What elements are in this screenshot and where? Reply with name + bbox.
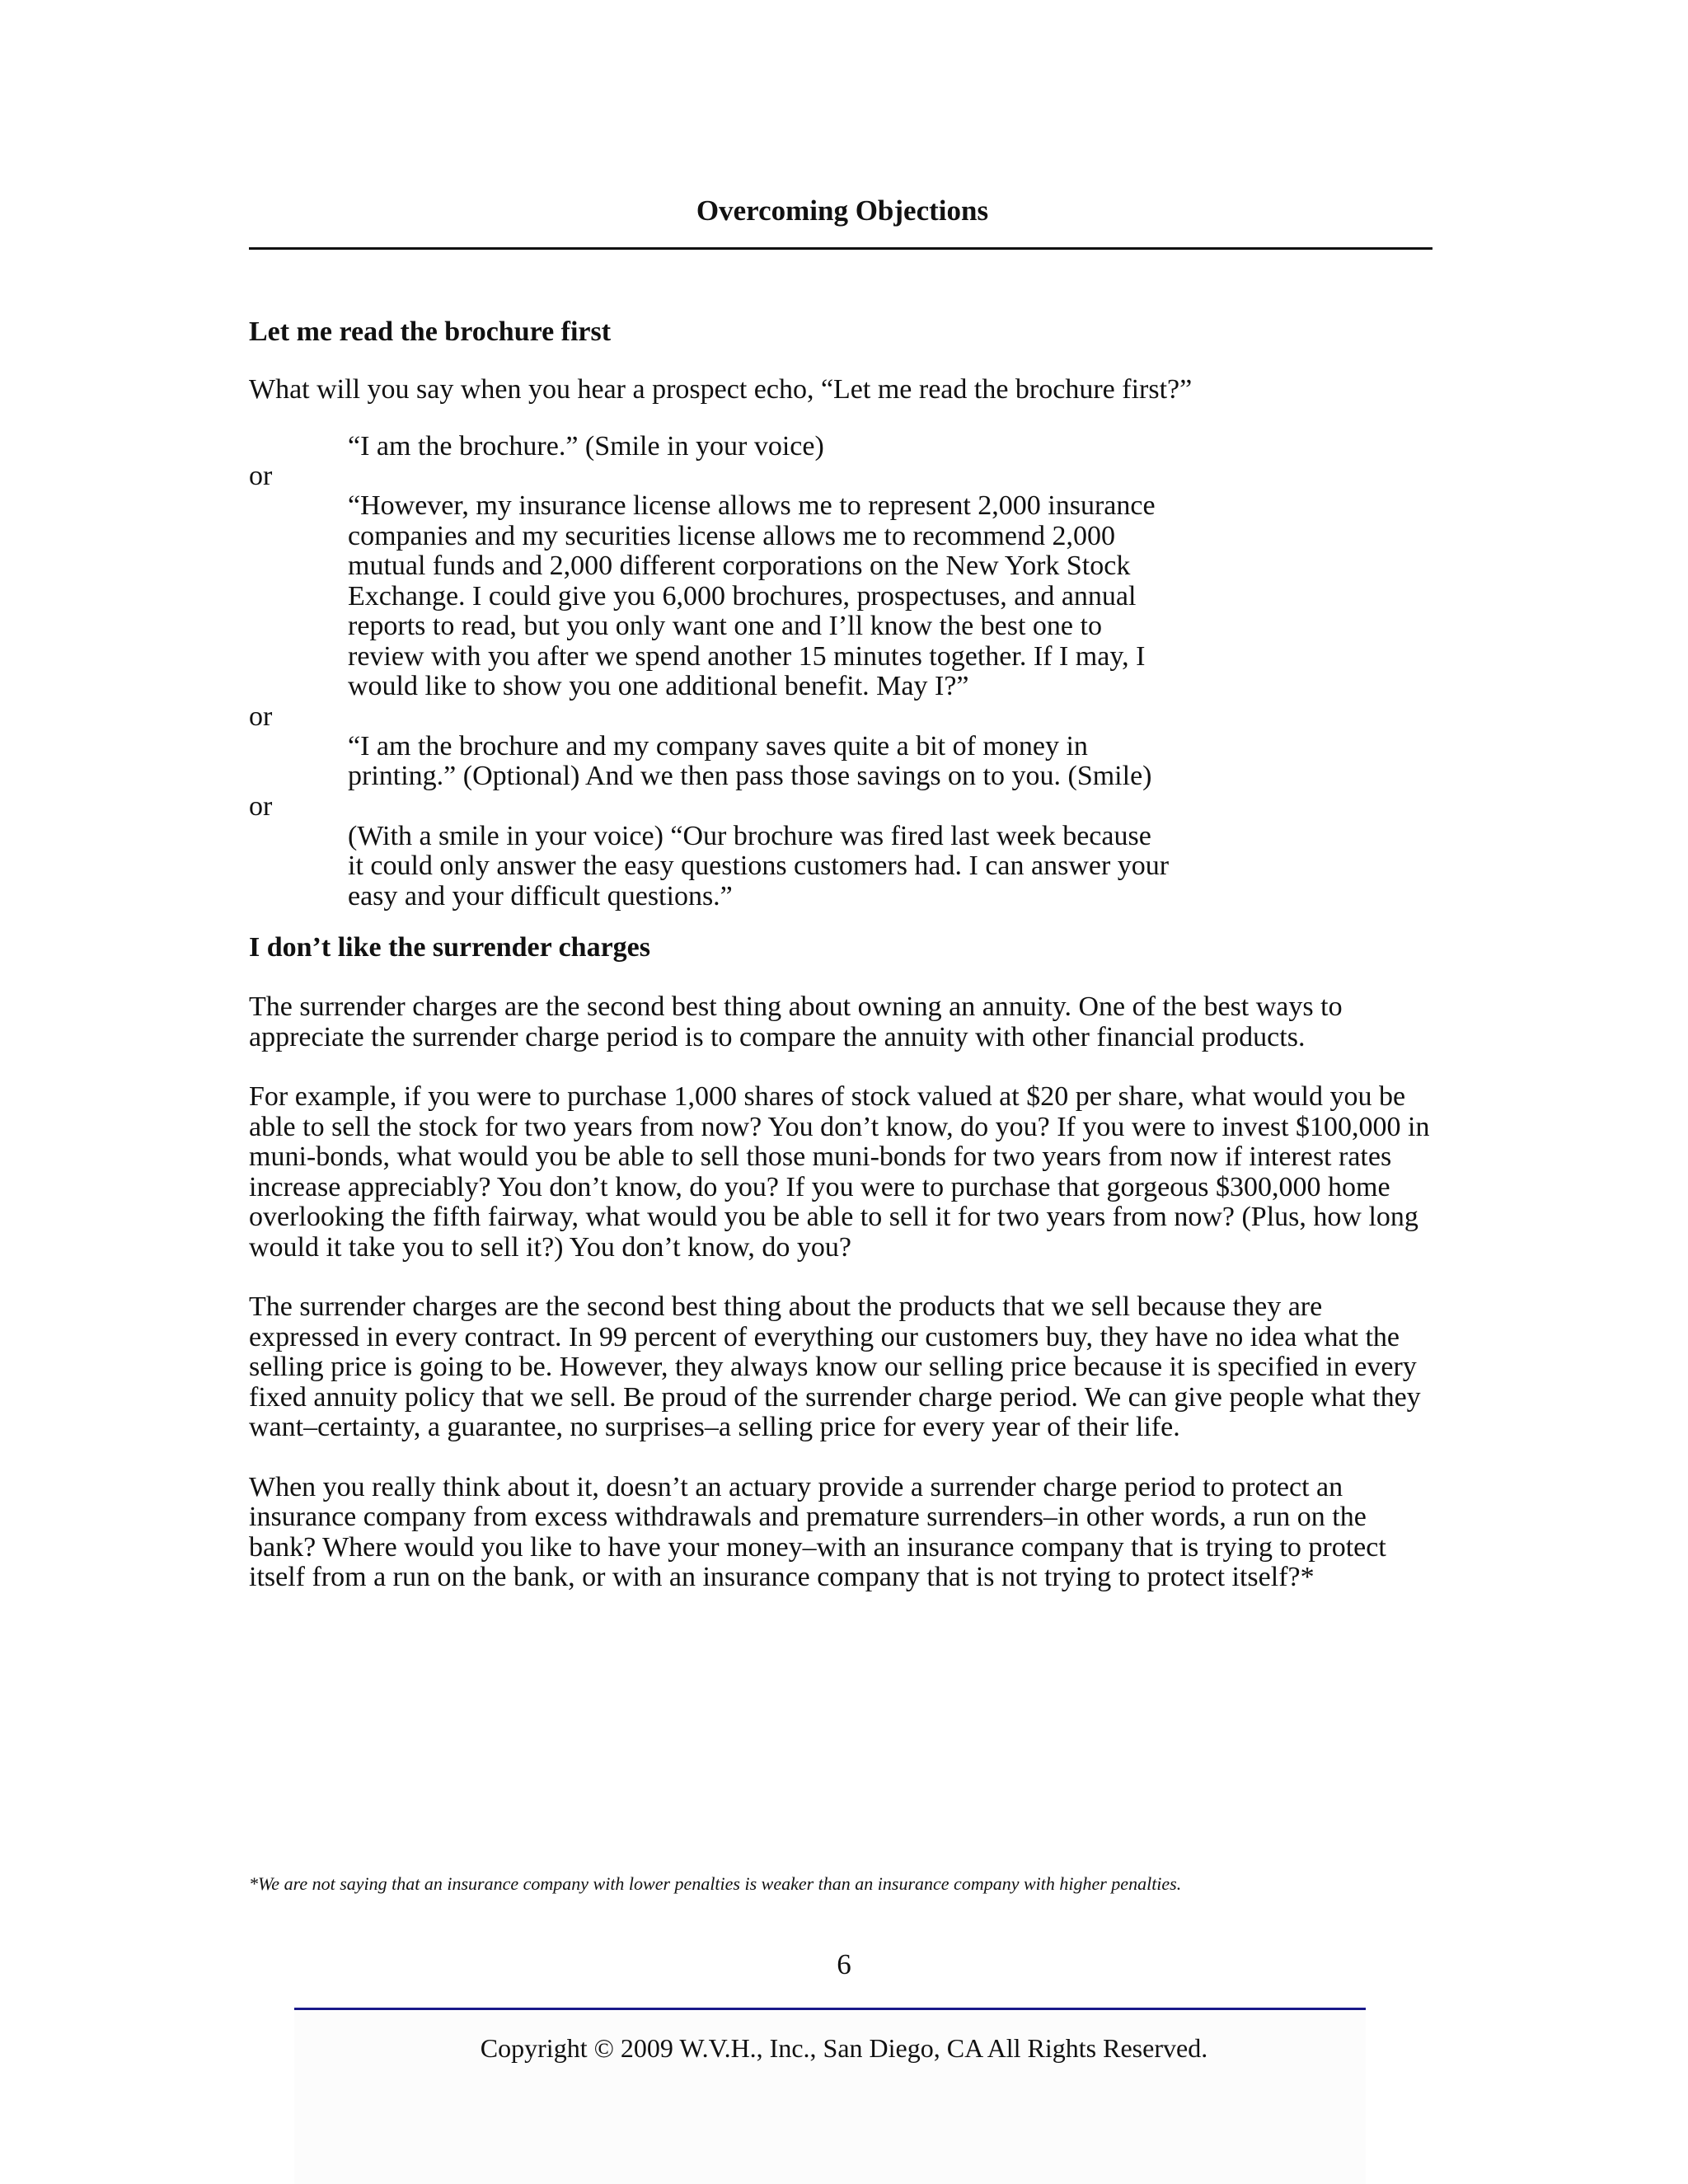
response-text: (With a smile in your voice) “Our brochure was fired last week because it could only answer the easy questions customers had. I can answer your easy and your difficult questions.” <box>348 820 1170 912</box>
body-paragraph: The surrender charges are the second best thing about the products that we sell because they are expressed in every contract. In 99 percent of everything our customers buy, they have no idea what the selling price is going to be. However, they always know our selling price because it is specified in every fixed annuity policy that we sell. Be proud of the surrender charge period. We can give people what they want–certainty, a guarantee, no surprises–a selling price for every year of their life. <box>249 1291 1421 1442</box>
footer-divider <box>294 2008 1366 2010</box>
running-header-title: Overcoming Objections <box>696 194 989 227</box>
intro-paragraph: What will you say when you hear a prospect echo, “Let me read the brochure first?” <box>249 374 1193 405</box>
response-item <box>249 792 1436 912</box>
response-text: “However, my insurance license allows me to represent 2,000 insurance companies and my securities license allows me to recommend 2,000 mutual funds and 2,000 different corporations on the New York Stock Exchange. I could give you 6,000 brochures, prospectuses, and annual reports to read, but you only want one and I’ll know the best one to review with you after we spend another 15 minutes together. If I may, I would like to show you one additional benefit. May I?” <box>348 490 1156 701</box>
section-heading-brochure: Let me read the brochure first <box>249 316 612 347</box>
or-label: or <box>249 790 273 822</box>
body-paragraph: For example, if you were to purchase 1,000 shares of stock valued at $20 per share, what would you be able to sell the stock for two years from now? You don’t know, do you? If you were to invest $100,000 in muni-bonds, what would you be able to sell those muni-bonds for two years from now if interest rates increase appreciably? You don’t know, do you? If you were to purchase that gorgeous $300,000 home overlooking the fifth fairway, what would you be able to sell it for two years from now? (Plus, how long would it take you to sell it?) You don’t know, do you? <box>249 1081 1430 1263</box>
page-number: 6 <box>837 1948 851 1980</box>
footnote: *We are not saying that an insurance company with lower penalties is weaker than an insurance company with higher penalties. <box>249 1873 1182 1894</box>
copyright-notice: Copyright © 2009 W.V.H., Inc., San Diego, CA All Rights Reserved. <box>480 2033 1208 2063</box>
or-label: or <box>249 701 273 732</box>
body-paragraph: When you really think about it, doesn’t an actuary provide a surrender charge period to protect an insurance company from excess withdrawals and premature surrenders–in other words, a run on the bank? Where would you like to have your money–with an insurance company that is trying to protect itself from a run on the bank, or with an insurance company that is not trying to protect itself?* <box>249 1471 1386 1592</box>
response-item <box>249 462 1436 702</box>
or-label: or <box>249 461 273 491</box>
response-item <box>249 432 1436 462</box>
response-list <box>249 432 1436 912</box>
response-text: “I am the brochure and my company saves quite a bit of money in printing.” (Optional) And we then pass those savings on to you. (Smile) <box>348 730 1152 791</box>
page-content <box>249 190 1436 1593</box>
response-item <box>249 702 1436 792</box>
section-heading-surrender: I don’t like the surrender charges <box>249 932 651 963</box>
response-text: “I am the brochure.” (Smile in your voice) <box>348 430 824 462</box>
body-paragraph: The surrender charges are the second best thing about owning an annuity. One of the best ways to appreciate the surrender charge period is to compare the annuity with other financial products. <box>249 991 1343 1052</box>
